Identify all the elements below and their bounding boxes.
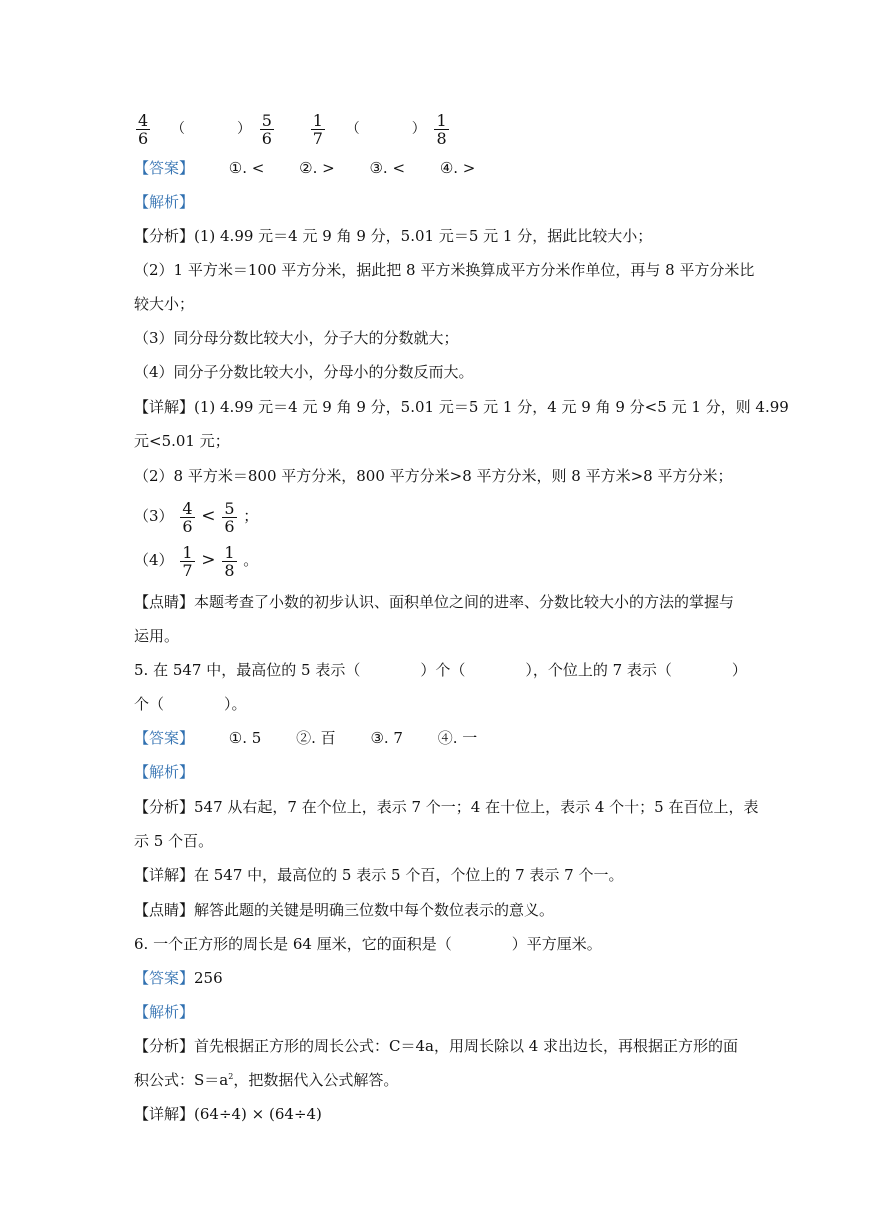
- q4-answer: [134, 157, 739, 179]
- q5-fenxi-1: 【分析】547 从右起，7 在个位上，表示 7 个一；4 在十位上，表示 4 个十；5 在百位上，表: [134, 798, 759, 816]
- q6-stem: 6. 一个正方形的周长是 64 厘米，它的面积是（ ）平方厘米。: [134, 935, 602, 953]
- fraction-1-8: $\frac{1}{8}$: [436, 110, 447, 148]
- fraction-4-6: $\frac{4}{6}$: [138, 110, 149, 148]
- answer-item-2: ②. >: [299, 159, 335, 177]
- q4-fraction-line: [134, 106, 739, 150]
- q5-fenxi-2: 示 5 个百。: [134, 832, 214, 850]
- q5-dianjing: 【点睛】解答此题的关键是明确三位数中每个数位表示的意义。: [134, 901, 555, 919]
- answer-item-2: ②. 百: [296, 729, 336, 747]
- q4-xiangjie-5: （4） $\frac{1}{7}$ > $\frac{1}{8}$ 。: [134, 542, 259, 580]
- answer-item-1: ①. <: [228, 159, 265, 177]
- q4-fenxi-3: 较大小；: [134, 295, 195, 313]
- answer-label: 【答案】: [134, 729, 195, 747]
- q4-analysis-label: 【解析】: [134, 193, 195, 211]
- answer-item-3: ③. <: [369, 159, 406, 177]
- fraction-4-6: $\frac{4}{6}$: [182, 498, 193, 536]
- q5-xiangjie: 【详解】在 547 中，最高位的 5 表示 5 个百，个位上的 7 表示 7 个一。: [134, 866, 624, 884]
- q6-analysis-label: 【解析】: [134, 1003, 195, 1021]
- fraction-1-8: $\frac{1}{8}$: [224, 542, 235, 580]
- q4-fenxi-2: （2）1 平方米＝100 平方分米，据此把 8 平方米换算成平方分米作单位，再与 8 平方分米比: [134, 261, 755, 279]
- answer-item-1: ①. 5: [228, 729, 262, 747]
- q4-fenxi-4: （3）同分母分数比较大小，分子大的分数就大；: [134, 329, 459, 347]
- answer-item-4: ④. >: [439, 159, 476, 177]
- q4-fenxi-5: （4）同分子分数比较大小，分母小的分数反而大。: [134, 363, 474, 381]
- q4-xiangjie-1: 【详解】(1) 4.99 元＝4 元 9 角 9 分，5.01 元＝5 元 1 分，4 元 9 角 9 分<5 元 1 分，则 4.99: [134, 398, 789, 416]
- q4-dianjing-2: 运用。: [134, 627, 180, 645]
- greater-than-sign: >: [201, 550, 216, 570]
- answer-label: 【答案】: [134, 159, 195, 177]
- answer-label: 【答案】: [134, 969, 195, 987]
- fraction-5-6: $\frac{5}{6}$: [224, 498, 235, 536]
- blank-paren: （ ）: [345, 121, 426, 137]
- q4-xiangjie-3: （2）8 平方米＝800 平方分米，800 平方分米>8 平方分米，则 8 平方米>8 平方分米；: [134, 467, 733, 485]
- answer-item-3: ③. 7: [370, 729, 403, 747]
- superscript: 2: [228, 1072, 234, 1081]
- answer-item-4: ④. 一: [437, 729, 478, 747]
- less-than-sign: <: [201, 506, 216, 526]
- q5-stem-1: 5. 在 547 中，最高位的 5 表示（ ）个（ ），个位上的 7 表示（ ）: [134, 661, 747, 679]
- q5-answer: [134, 727, 739, 749]
- fraction-1-7: $\frac{1}{7}$: [182, 542, 193, 580]
- q6-fenxi-1: 【分析】首先根据正方形的周长公式：C＝4a，用周长除以 4 求出边长，再根据正方形的面: [134, 1037, 739, 1055]
- q6-fenxi-2: 积公式：$S=a^2$，把数据代入公式解答。: [134, 1071, 399, 1089]
- blank-paren: （ ）: [170, 121, 251, 137]
- q5-analysis-label: 【解析】: [134, 763, 195, 781]
- answer-value: 256: [194, 969, 223, 987]
- q4-xiangjie-4: （3） $\frac{4}{6}$ < $\frac{5}{6}$ ；: [134, 498, 259, 536]
- q5-stem-2: 个（ ）。: [134, 695, 247, 713]
- fraction-5-6: $\frac{5}{6}$: [261, 110, 272, 148]
- q6-xiangjie: 【详解】(64÷4) × (64÷4): [134, 1105, 322, 1123]
- q4-fenxi-1: 【分析】(1) 4.99 元＝4 元 9 角 9 分，5.01 元＝5 元 1 分，据此比较大小；: [134, 227, 653, 245]
- q4-xiangjie-2: 元<5.01 元；: [134, 432, 230, 450]
- fraction-1-7: $\frac{1}{7}$: [312, 110, 323, 148]
- q4-dianjing-1: 【点睛】本题考查了小数的初步认识、面积单位之间的进率、分数比较大小的方法的掌握与: [134, 593, 735, 611]
- q6-answer: [134, 967, 739, 989]
